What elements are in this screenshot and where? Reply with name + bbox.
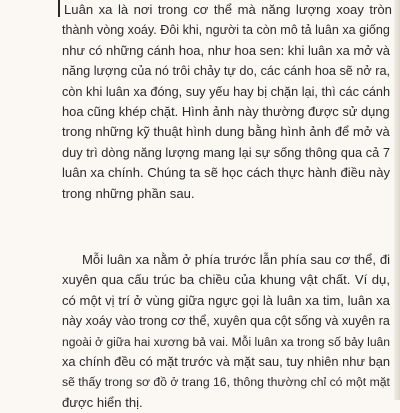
drop-cap-mark	[58, 0, 60, 17]
text-line: năng lượng của nó trôi chảy tự do, các cánh hoa sẽ nở ra,	[62, 64, 391, 79]
text-line: xuyên qua cấu trúc ba chiều của khung vật chất. Ví dụ,	[62, 272, 390, 288]
paragraph-1	[62, 0, 390, 204]
text-line: này xoáy vào trong cơ thể, xuyên qua cột sống và xuyên ra	[62, 314, 390, 329]
text-line: luân xa chính. Chúng ta sẽ học cách thực hành điều này	[62, 165, 391, 181]
paragraph-2	[62, 250, 390, 413]
text-line: như có những cánh hoa, như hoa sen: khi luân xa mở và	[62, 42, 390, 58]
text-line: được hiển thị.	[62, 394, 143, 410]
text-line: Mỗi luân xa nằm ở phía trước lẫn phía sau cơ thể, đi	[82, 252, 391, 267]
text-line: sẽ thấy trong sơ đồ ở trang 16, thông thường chỉ có một mặt	[62, 375, 390, 390]
text-line: trong những phần sau.	[62, 185, 195, 201]
text-line: hoa cũng khép chặt. Hình ảnh này thường được sử dụng	[62, 103, 390, 119]
text-line: thành vòng xoáy. Đôi khi, người ta còn mô tả luân xa giống	[62, 23, 390, 38]
text-line: còn khi luân xa đóng, suy yếu hay bị chặn lại, thì các cánh	[62, 83, 391, 99]
text-line: xa chính đều có mặt trước và mặt sau, tuy nhiên như bạn	[62, 353, 391, 369]
text-line: có một vị trí ở vùng giữa ngực gọi là luân xa tim, luân xa	[62, 292, 390, 308]
page-edge-shadow	[394, 0, 400, 400]
text-line: duy trì dòng năng lượng mang lại sự sống thông qua cả 7	[62, 144, 390, 160]
text-line: Luân xa là nơi trong cơ thể mà năng lượng xoay tròn	[64, 2, 392, 17]
text-line: trong những kỹ thuật hình dung bằng hình ảnh để mở và	[62, 124, 390, 140]
text-line: ngoài ở giữa hai xương bả vai. Mỗi luân xa trong số bảy luân	[62, 334, 391, 349]
